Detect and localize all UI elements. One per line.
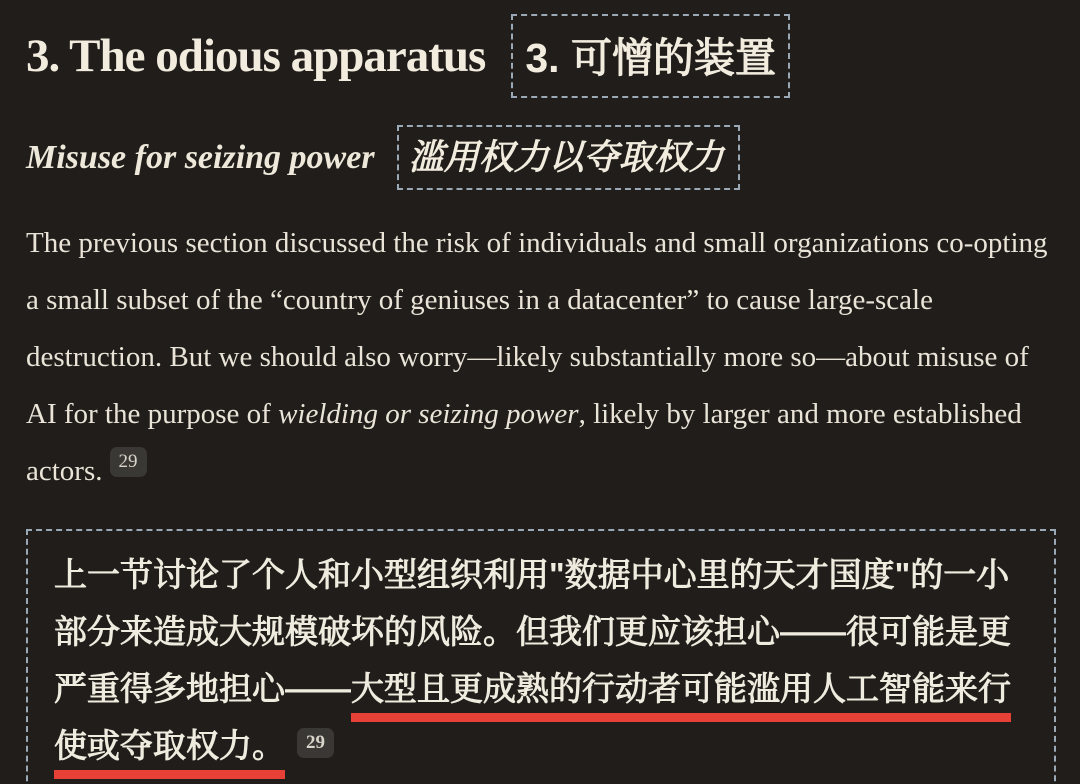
paragraph-english-text-end: , likely by larger and more established actors. xyxy=(26,398,1022,487)
section-title-translation-box: 3. 可憎的装置 xyxy=(511,14,790,98)
paragraph-english-text: The previous section discussed the risk of individuals and small organizations co-opting a small subset of the “country of geniuses in a datacenter” to cause large-scale destruction. But we should also worry—likely substantially more so—about misuse of AI for the purpose of xyxy=(26,227,1048,430)
section-heading-row xyxy=(26,14,1056,98)
paragraph-english xyxy=(26,215,1058,500)
footnote-ref-29-translation[interactable]: 29 xyxy=(297,728,334,758)
paragraph-english-italic-phrase: wielding or seizing power xyxy=(278,398,579,430)
section-subtitle-english: Misuse for seizing power xyxy=(26,138,375,176)
footnote-ref-29[interactable]: 29 xyxy=(110,447,147,477)
paragraph-translation-text: 上一节讨论了个人和小型组织利用"数据中心里的天才国度"的一小部分来造成大规模破坏的风险。但我们更应该担心——很可能是更严重得多地担心—— xyxy=(54,556,1011,707)
paragraph-translation-box xyxy=(26,529,1056,784)
section-subtitle-translation-box: 滥用权力以夺取权力 xyxy=(397,125,740,190)
section-subtitle-row xyxy=(26,125,1056,190)
paragraph-translation-red-underlined-text: 大型且更成熟的行动者可能滥用人工智能来行使或夺取权力。 xyxy=(54,670,1011,764)
section-title-english: 3. The odious apparatus xyxy=(26,30,486,82)
